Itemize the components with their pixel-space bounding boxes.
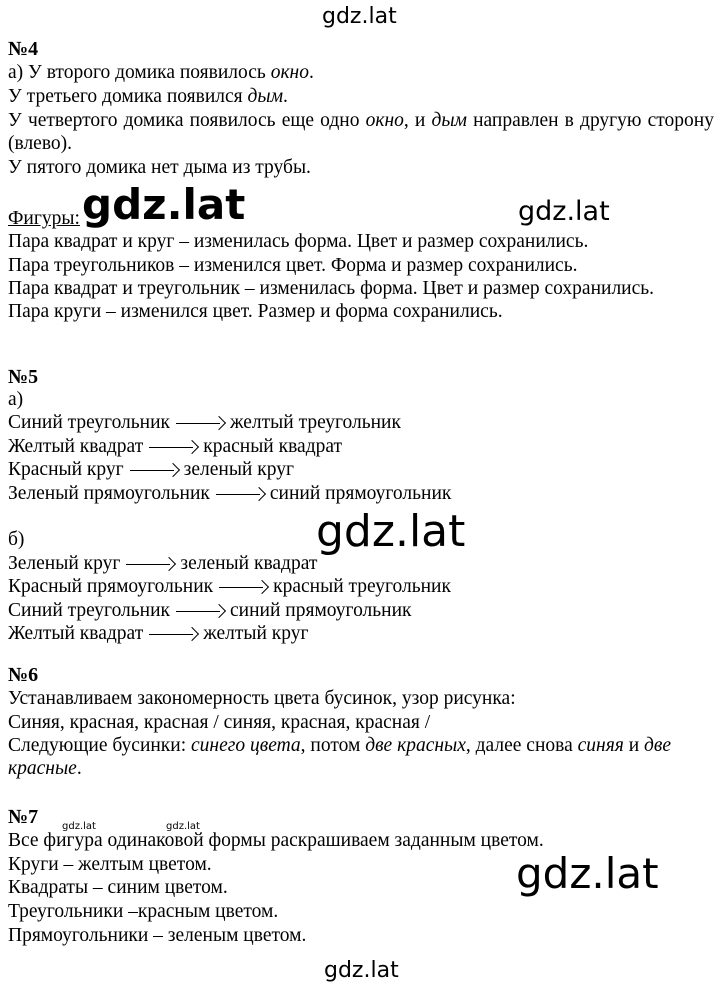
transform-row <box>8 552 317 575</box>
task6-italic-3: синяя <box>577 735 624 756</box>
watermark-bottom: gdz.lat <box>324 958 399 983</box>
transform-from: Синий треугольник <box>8 412 171 433</box>
transform-from: Красный прямоугольник <box>8 576 214 597</box>
task4-line-2-text: У третьего домика появился <box>8 86 248 107</box>
transform-to: синий прямоугольник <box>230 600 412 621</box>
transform-from: Желтый квадрат <box>8 623 144 644</box>
transform-from: Желтый квадрат <box>8 436 144 457</box>
arrow-right-icon <box>149 628 197 640</box>
transform-to: зеленый квадрат <box>180 553 318 574</box>
task5-a-label: а) <box>8 389 24 410</box>
arrow-right-icon <box>130 464 178 476</box>
arrow-right-icon <box>176 417 224 429</box>
task4-line-3 <box>8 109 714 155</box>
task4-heading: №4 <box>8 38 39 60</box>
task4-line-3-mid: , и <box>403 110 432 131</box>
transform-to: синий прямоугольник <box>269 483 452 504</box>
task4-line-4: У пятого домика нет дыма из трубы. <box>8 157 311 178</box>
task6-line-3-end: . <box>76 758 82 779</box>
transform-to: зеленый круг <box>183 459 294 480</box>
task4-line-3-end: направлен в другую сторону (влево). <box>8 110 714 154</box>
watermark-top: gdz.lat <box>322 4 397 29</box>
task5-heading: №5 <box>8 366 39 388</box>
task7-line-5: Прямоугольники – зеленым цветом. <box>8 925 307 946</box>
transform-row <box>8 622 309 645</box>
pair-line-2: Пара треугольников – изменился цвет. Форма и размер сохранились. <box>8 255 578 276</box>
transform-row <box>8 411 401 434</box>
transform-to: желтый треугольник <box>230 412 401 433</box>
transform-from: Зеленый прямоугольник <box>8 483 210 504</box>
transform-row <box>8 435 342 458</box>
transform-row <box>8 575 451 598</box>
pair-line-1: Пара квадрат и круг – изменилась форма. Цвет и размер сохранились. <box>8 231 589 252</box>
task4-line-a-text: а) У второго домика появилось <box>8 62 271 83</box>
figures-label: Фигуры: <box>8 208 80 229</box>
transform-from: Красный круг <box>8 459 124 480</box>
transform-from: Синий треугольник <box>8 600 171 621</box>
task7-line-2: Круги – желтым цветом. <box>8 854 212 875</box>
task7-line-1: Все фигура одинаковой формы раскрашиваем заданным цветом. <box>8 830 544 851</box>
task4-line-a-word: окно <box>270 62 309 83</box>
task6-line-2: Синяя, красная, красная / синяя, красная, красная / <box>8 712 431 733</box>
task7-line-4: Треугольники –красным цветом. <box>8 901 279 922</box>
task6-mid-2: , далее снова <box>465 735 578 756</box>
arrow-right-icon <box>219 581 267 593</box>
pair-line-4: Пара круги – изменился цвет. Размер и форма сохранились. <box>8 301 503 322</box>
watermark-large-4: gdz.lat <box>516 849 659 898</box>
watermark-large-3: gdz.lat <box>316 506 466 557</box>
task6-italic-2: две красных <box>365 735 466 756</box>
pair-line-3: Пара квадрат и треугольник – изменилась форма. Цвет и размер сохранились. <box>8 278 655 299</box>
task6-mid-3: и <box>623 735 645 756</box>
task4-line-a-end: . <box>308 62 314 83</box>
transform-row <box>8 599 412 622</box>
task4-line-2-end: . <box>283 86 288 107</box>
task4-line-3-word2: дым <box>431 110 467 131</box>
watermark-large-2: gdz.lat <box>518 196 610 227</box>
arrow-right-icon <box>149 441 197 453</box>
task5-b-label: б) <box>8 529 25 550</box>
task6-heading: №6 <box>8 664 39 686</box>
transform-from: Зеленый круг <box>8 553 121 574</box>
watermark-large-1: gdz.lat <box>82 180 246 229</box>
transform-to: желтый круг <box>203 623 309 644</box>
task7-heading: №7 <box>8 806 39 828</box>
task4-line-2 <box>8 85 288 108</box>
transform-row <box>8 458 294 481</box>
task4-line-3-word1: окно <box>365 110 404 131</box>
arrow-right-icon <box>176 605 224 617</box>
arrow-right-icon <box>216 488 264 500</box>
task6-italic-4: две красные <box>8 735 672 779</box>
transform-to: красный квадрат <box>203 436 343 457</box>
task4-line-3-text: У четвертого домика появилось еще одно <box>8 110 366 131</box>
transform-to: красный треугольник <box>273 576 451 597</box>
arrow-right-icon <box>126 558 174 570</box>
task7-line-3: Квадраты – синим цветом. <box>8 877 228 898</box>
watermark-small-1: gdz.lat <box>62 821 96 832</box>
task4-line-2-word: дым <box>247 86 284 107</box>
transform-row <box>8 482 451 505</box>
task6-line-3-text: Следующие бусинки: <box>8 735 192 756</box>
task4-line-a <box>8 61 314 84</box>
task6-line-1: Устанавливаем закономерность цвета бусинок, узор рисунка: <box>8 688 516 709</box>
watermark-small-2: gdz.lat <box>166 821 200 832</box>
task6-mid-1: , потом <box>300 735 366 756</box>
task6-italic-1: синего цвета <box>191 735 301 756</box>
task6-line-3 <box>8 734 714 780</box>
